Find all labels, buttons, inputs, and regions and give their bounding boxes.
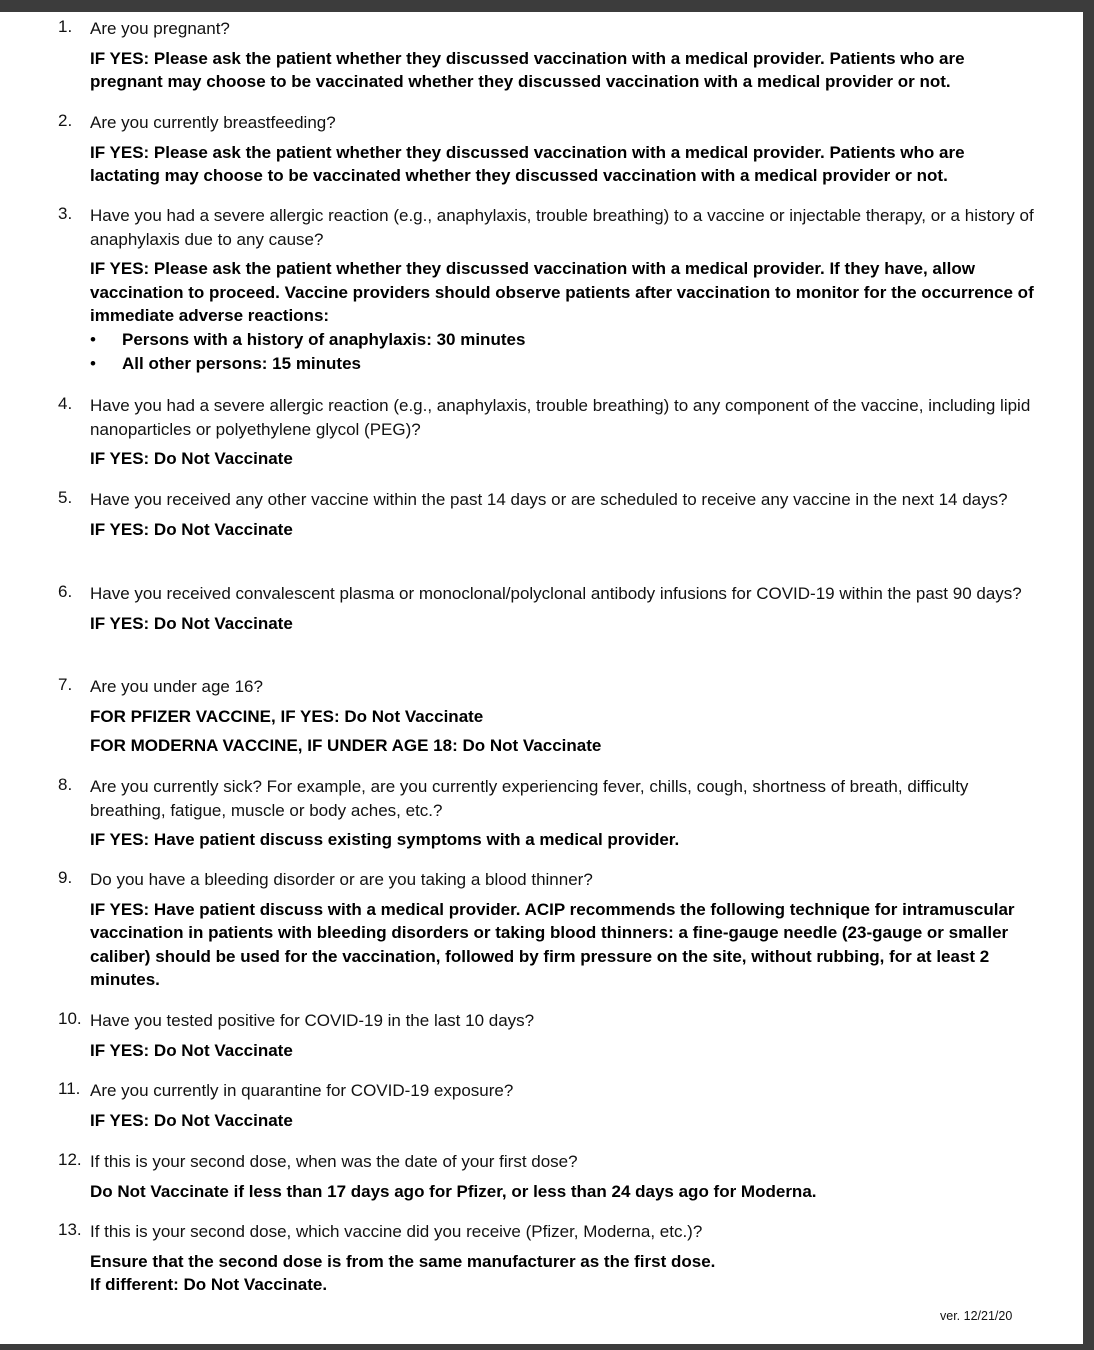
question-text: Have you tested positive for COVID-19 in the last 10 days? [90, 1011, 535, 1030]
question-number: 6. [58, 582, 73, 601]
bullet-icon: • [90, 354, 96, 373]
question-item-10 [58, 1009, 1038, 1062]
instruction-text: Do Not Vaccinate if less than 17 days ago for Pfizer, or less than 24 days ago for Moderna. [90, 1181, 817, 1201]
question-text: Are you currently sick? For example, are you currently experiencing fever, chills, cough, shortness of breath, difficulty breathing, fatigue, muscle or body aches, etc.? [90, 777, 969, 820]
instruction-text: IF YES: Have patient discuss with a medical provider. ACIP recommends the following technique for intramuscular vaccination in patients with bleeding disorders or taking blood thinners: a fine-gauge needle (23-gauge or smaller caliber) should be used for the vaccination, followed by firm pressure on the site, without rubbing, for at least 2 minutes. [90, 899, 1015, 989]
question-number: 5. [58, 488, 73, 507]
instruction-text: FOR PFIZER VACCINE, IF YES: Do Not Vaccinate [90, 706, 484, 726]
question-number: 2. [58, 111, 73, 130]
question-item-2 [58, 111, 1038, 188]
instruction-text: IF YES: Please ask the patient whether they discussed vaccination with a medical provider. If they have, allow vaccination to proceed. Vaccine providers should observe patients after vaccination to monitor for the occurrence of immediate adverse reactions: [90, 259, 1034, 325]
question-item-9 [58, 868, 1038, 992]
question-item-1 [58, 17, 1038, 94]
question-text: Are you currently in quarantine for COVID-19 exposure? [90, 1081, 514, 1100]
question-number: 7. [58, 675, 73, 694]
question-text: If this is your second dose, when was the date of your first dose? [90, 1152, 578, 1171]
question-number: 8. [58, 775, 73, 794]
bullet-text: Persons with a history of anaphylaxis: 30 minutes [122, 329, 526, 349]
instruction-text: IF YES: Do Not Vaccinate [90, 449, 293, 468]
question-text: Have you had a severe allergic reaction (e.g., anaphylaxis, trouble breathing) to any component of the vaccine, including lipid nanoparticles or polyethylene glycol (PEG)? [90, 396, 1031, 439]
question-item-13 [58, 1220, 1038, 1297]
instruction-text: Ensure that the second dose is from the same manufacturer as the first dose. [90, 1251, 716, 1271]
instruction-text: FOR MODERNA VACCINE, IF UNDER AGE 18: Do Not Vaccinate [90, 736, 602, 755]
question-text: Have you had a severe allergic reaction (e.g., anaphylaxis, trouble breathing) to a vaccine or injectable therapy, or a history of anaphylaxis due to any cause? [90, 206, 1034, 249]
instruction-text: IF YES: Please ask the patient whether they discussed vaccination with a medical provider. Patients who are pregnant may choose to be vaccinated whether they discussed vaccination with a medical provider or not. [90, 48, 965, 91]
question-text: Are you under age 16? [90, 677, 263, 696]
question-text: Have you received convalescent plasma or monoclonal/polyclonal antibody infusions for COVID-19 within the past 90 days? [90, 584, 1022, 603]
question-number: 12. [58, 1150, 82, 1169]
question-item-5 [58, 488, 1038, 541]
question-number: 4. [58, 394, 73, 413]
question-item-11 [58, 1079, 1038, 1132]
question-item-12 [58, 1150, 1038, 1203]
question-item-8 [58, 775, 1038, 852]
document-page [0, 12, 1083, 1344]
bullet-text: All other persons: 15 minutes [122, 354, 361, 373]
instruction-text: IF YES: Do Not Vaccinate [90, 1110, 293, 1130]
instruction-text: If different: Do Not Vaccinate. [90, 1275, 328, 1294]
question-number: 13. [58, 1220, 82, 1239]
question-item-4 [58, 394, 1038, 471]
instruction-text: IF YES: Do Not Vaccinate [90, 613, 293, 633]
question-text: Are you currently breastfeeding? [90, 113, 336, 132]
instruction-text: IF YES: Do Not Vaccinate [90, 1040, 293, 1060]
question-item-3 [58, 204, 1038, 377]
question-item-6 [58, 582, 1038, 635]
bullet-icon: • [90, 329, 96, 349]
question-text: Do you have a bleeding disorder or are you taking a blood thinner? [90, 870, 593, 889]
version-label: ver. 12/21/20 [940, 1309, 1013, 1323]
question-number: 3. [58, 204, 73, 223]
bullet-item [90, 328, 1038, 353]
bullet-item [90, 352, 1038, 377]
question-number: 10. [58, 1009, 82, 1028]
question-text: If this is your second dose, which vaccine did you receive (Pfizer, Moderna, etc.)? [90, 1222, 703, 1241]
question-text: Are you pregnant? [90, 19, 230, 38]
instruction-text: IF YES: Please ask the patient whether they discussed vaccination with a medical provider. Patients who are lactating may choose to be vaccinated whether they discussed vaccination with a medical provider or not. [90, 142, 965, 185]
question-text: Have you received any other vaccine within the past 14 days or are scheduled to receive any vaccine in the next 14 days? [90, 490, 1008, 509]
question-item-7 [58, 675, 1038, 758]
question-number: 1. [58, 17, 73, 36]
instruction-text: IF YES: Have patient discuss existing symptoms with a medical provider. [90, 830, 680, 849]
question-number: 9. [58, 868, 73, 887]
question-number: 11. [58, 1079, 81, 1098]
instruction-text: IF YES: Do Not Vaccinate [90, 519, 293, 539]
